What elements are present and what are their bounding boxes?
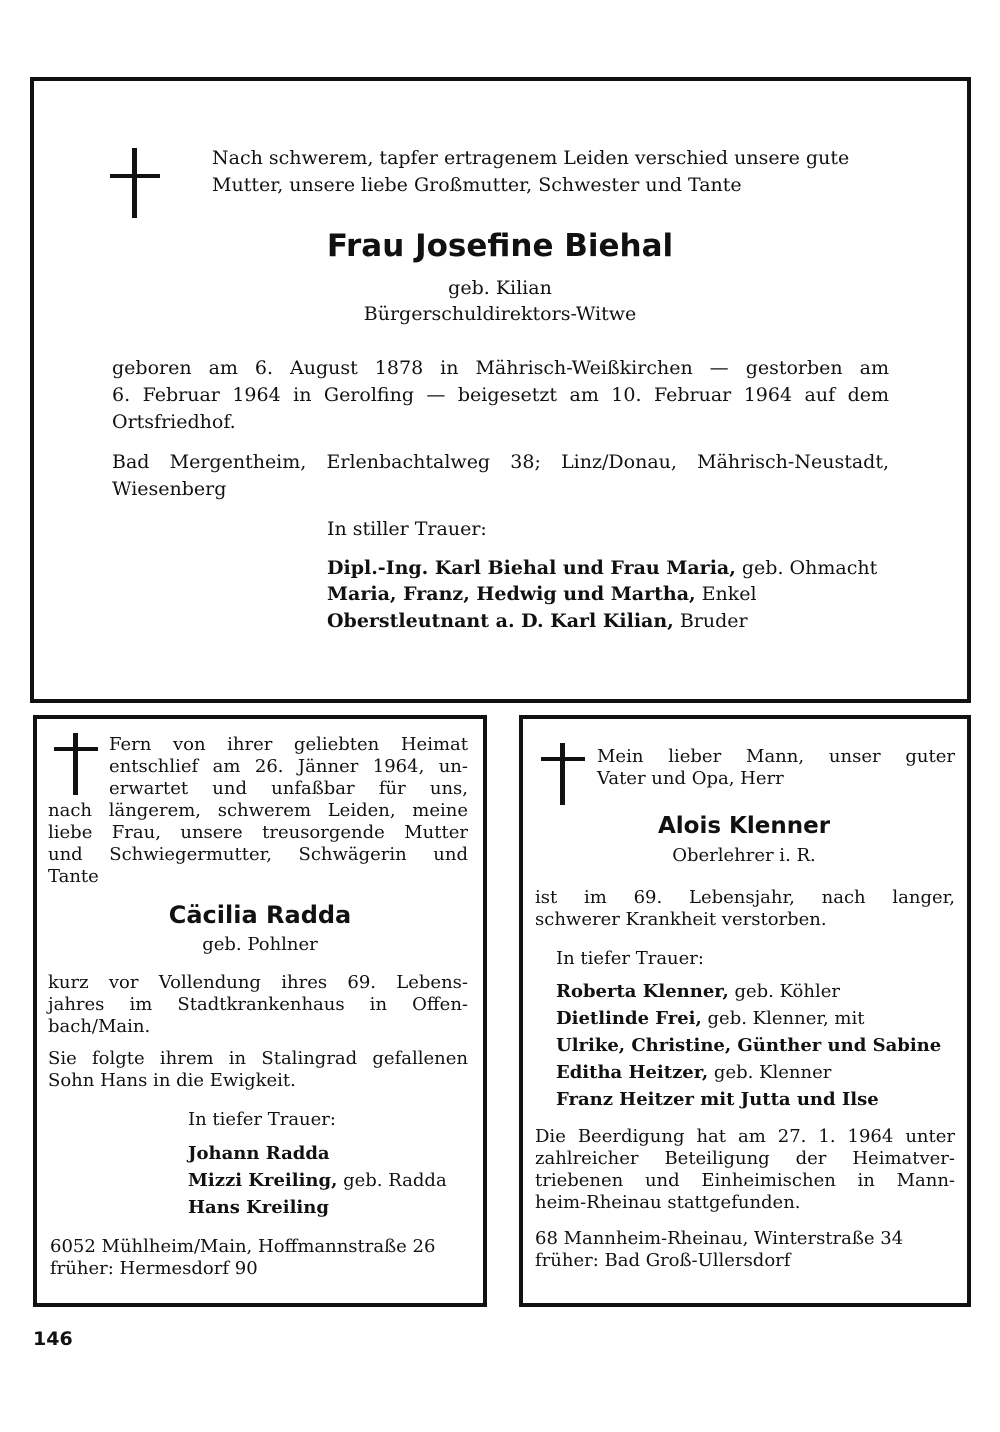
mourner-line: Johann Radda: [188, 1143, 330, 1164]
maiden-name: geb. Pohlner: [202, 934, 318, 955]
maiden-name: geb. Kilian: [448, 277, 552, 299]
dates-line: geboren am 6. August 1878 in Mährisch-Weißkirchen — gestorben am: [112, 357, 889, 379]
text-line: jahres im Stadtkrankenhaus in Offen-: [48, 994, 468, 1015]
deceased-title: Oberlehrer i. R.: [672, 845, 816, 866]
funeral-line: zahlreicher Beteiligung der Heimatver-: [535, 1148, 955, 1169]
places-line: Bad Mergentheim, Erlenbachtalweg 38; Linz/Donau, Mährisch-Neustadt,: [112, 451, 889, 473]
funeral-line: triebenen und Einheimischen in Mann-: [535, 1170, 955, 1191]
intro-line: und Schwiegermutter, Schwägerin und: [48, 844, 468, 865]
funeral-line: heim-Rheinau stattgefunden.: [535, 1192, 801, 1213]
funeral-line: Die Beerdigung hat am 27. 1. 1964 unter: [535, 1126, 955, 1147]
text-line: Sohn Hans in die Ewigkeit.: [48, 1070, 296, 1091]
intro-line: entschlief am 26. Jänner 1964, un-: [109, 756, 468, 777]
mourner-line: Editha Heitzer, geb. Klenner: [556, 1062, 832, 1083]
intro-line: liebe Frau, unsere treusorgende Mutter: [48, 822, 468, 843]
address-line: früher: Hermesdorf 90: [50, 1258, 258, 1279]
intro-line: Mutter, unsere liebe Großmutter, Schwester und Tante: [212, 174, 742, 196]
mourner-line: Hans Kreiling: [188, 1197, 329, 1218]
address-line: 68 Mannheim-Rheinau, Winterstraße 34: [535, 1228, 904, 1249]
mourner-line: Ulrike, Christine, Günther und Sabine: [556, 1035, 942, 1056]
text-line: Sie folgte ihrem in Stalingrad gefallenen: [48, 1048, 468, 1069]
cross-icon: [541, 743, 585, 805]
intro-line: Vater und Opa, Herr: [597, 768, 784, 789]
cross-icon: [110, 148, 160, 218]
places-line: Wiesenberg: [112, 478, 227, 500]
dates-line: Ortsfriedhof.: [112, 411, 236, 433]
intro-line: Nach schwerem, tapfer ertragenem Leiden verschied unsere gute: [212, 147, 850, 169]
mourner-line: Mizzi Kreiling, geb. Radda: [188, 1170, 447, 1191]
mourner-line: Maria, Franz, Hedwig und Martha, Enkel: [327, 583, 757, 605]
mourning-heading: In tiefer Trauer:: [188, 1109, 336, 1130]
intro-line: Mein lieber Mann, unser guter: [597, 746, 955, 767]
page-number: 146: [33, 1328, 73, 1350]
mourner-line: Franz Heitzer mit Jutta und Ilse: [556, 1089, 879, 1110]
intro-line: Tante: [48, 866, 99, 887]
intro-line: nach längerem, schwerem Leiden, meine: [48, 800, 468, 821]
mourner-line: Dietlinde Frei, geb. Klenner, mit: [556, 1008, 865, 1029]
intro-line: Fern von ihrer geliebten Heimat: [109, 734, 468, 755]
deceased-title: Bürgerschuldirektors-Witwe: [363, 303, 637, 325]
text-line: ist im 69. Lebensjahr, nach langer,: [535, 887, 955, 908]
text-line: bach/Main.: [48, 1016, 151, 1037]
mourner-line: Dipl.-Ing. Karl Biehal und Frau Maria, geb. Ohmacht: [327, 557, 878, 579]
deceased-name: Frau Josefine Biehal: [326, 228, 674, 264]
text-line: kurz vor Vollendung ihres 69. Lebens-: [48, 972, 468, 993]
address-line: 6052 Mühlheim/Main, Hoffmannstraße 26: [50, 1236, 436, 1257]
cross-icon: [54, 733, 98, 795]
mourner-line: Roberta Klenner, geb. Köhler: [556, 981, 841, 1002]
address-line: früher: Bad Groß-Ullersdorf: [535, 1250, 791, 1271]
text-line: schwerer Krankheit verstorben.: [535, 909, 827, 930]
mourning-heading: In tiefer Trauer:: [556, 948, 704, 969]
intro-line: erwartet und unfaßbar für uns,: [109, 778, 468, 799]
deceased-name: Cäcilia Radda: [168, 901, 352, 929]
mourner-line: Oberstleutnant a. D. Karl Kilian, Bruder: [327, 610, 748, 632]
dates-line: 6. Februar 1964 in Gerolfing — beigesetzt am 10. Februar 1964 auf dem: [112, 384, 889, 406]
deceased-name: Alois Klenner: [657, 813, 831, 839]
mourning-heading: In stiller Trauer:: [327, 518, 487, 540]
